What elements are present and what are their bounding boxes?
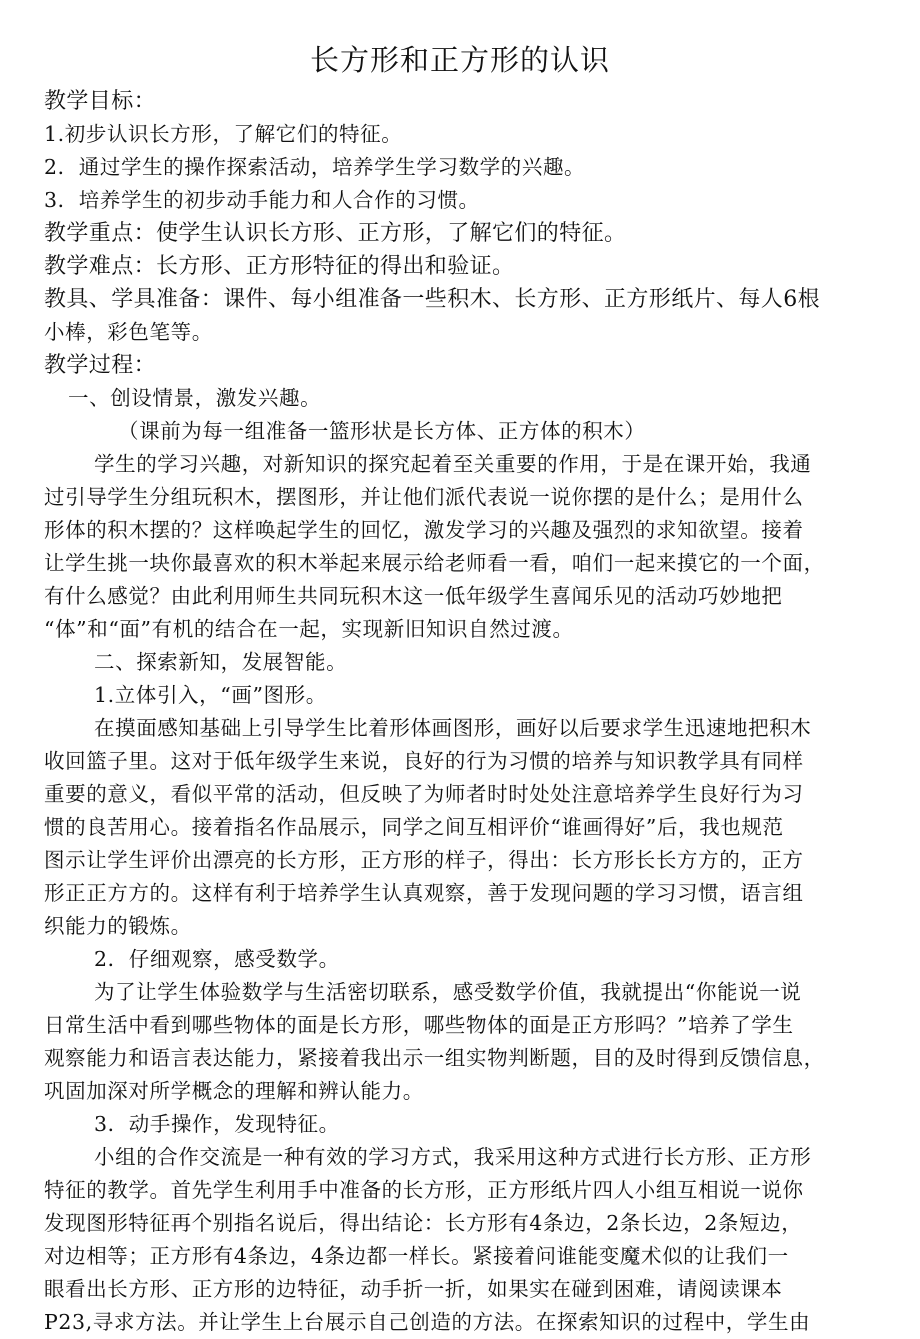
- difficult-points: 教学难点：长方形、正方形特征的得出和验证。: [44, 254, 515, 279]
- part-2-heading: 二、探索新知，发展智能。: [94, 650, 348, 674]
- key-points: 教学重点：使学生认识长方形、正方形，了解它们的特征。: [44, 221, 627, 246]
- paragraph-line: 眼看出长方形、正方形的边特征，动手折一折，如果实在碰到困难，请阅读课本: [44, 1277, 783, 1301]
- paragraph-line: 过引导学生分组玩积木，摆图形，并让他们派代表说一说你摆的是什么；是用什么: [44, 485, 804, 509]
- part-1-note: （课前为每一组准备一篮形状是长方体、正方体的积木）: [118, 419, 646, 443]
- paragraph-line: 小组的合作交流是一种有效的学习方式，我采用这种方式进行长方形、正方形: [94, 1145, 812, 1169]
- paragraph-line: 收回篮子里。这对于低年级学生来说，良好的行为习惯的培养与知识教学具有同样: [44, 749, 804, 773]
- subsection-heading: 3．动手操作，发现特征。: [94, 1112, 340, 1136]
- paragraph-line: 学生的学习兴趣，对新知识的探究起着至关重要的作用，于是在课开始，我通: [94, 452, 812, 476]
- paragraph-line: 发现图形特征再个别指名说后，得出结论：长方形有4条边，2条长边，2条短边，: [44, 1211, 803, 1235]
- paragraph-line: 形体的积木摆的？这样唤起学生的回忆，激发学习的兴趣及强烈的求知欲望。接着: [44, 518, 804, 542]
- paragraph-line: 形正正方方的。这样有利于培养学生认真观察，善于发现问题的学习习惯，语言组: [44, 881, 804, 905]
- paragraph-line: 惯的良苦用心。接着指名作品展示，同学之间互相评价“谁画得好”后，我也规范: [44, 815, 784, 839]
- paragraph-line: 有什么感觉？由此利用师生共同玩积木这一低年级学生喜闻乐见的活动巧妙地把: [44, 584, 783, 608]
- paragraph-line: 对边相等；正方形有4条边，4条边都一样长。紧接着问谁能变魔术似的让我们一: [44, 1244, 789, 1268]
- paragraph-line: “体”和“面”有机的结合在一起，实现新旧知识自然过渡。: [44, 617, 574, 641]
- paragraph-line: 为了让学生体验数学与生活密切联系，感受数学价值，我就提出“你能说一说: [94, 980, 802, 1004]
- document-title: 长方形和正方形的认识: [309, 43, 610, 77]
- paragraph-line: 巩固加深对所学概念的理解和辨认能力。: [44, 1079, 424, 1103]
- section-heading-objectives: 教学目标：: [44, 89, 157, 114]
- paragraph-line: 图示让学生评价出漂亮的长方形，正方形的样子，得出：长方形长长方方的，正方: [44, 848, 804, 872]
- materials-line-1: 教具、学具准备：课件、每小组准备一些积木、长方形、正方形纸片、每人6根: [44, 287, 820, 312]
- paragraph-line: 日常生活中看到哪些物体的面是长方形，哪些物体的面是正方形吗？”培养了学生: [44, 1013, 794, 1037]
- paragraph-line: 观察能力和语言表达能力，紧接着我出示一组实物判断题，目的及时得到反馈信息，: [44, 1046, 825, 1070]
- subsection-heading: 2．仔细观察，感受数学。: [94, 947, 340, 971]
- paragraph-line: 让学生挑一块你最喜欢的积木举起来展示给老师看一看，咱们一起来摸它的一个面，: [44, 551, 825, 575]
- part-1-heading: 一、创设情景，激发兴趣。: [68, 386, 322, 410]
- paragraph-line: 在摸面感知基础上引导学生比着形体画图形，画好以后要求学生迅速地把积木: [94, 716, 812, 740]
- paragraph-line: 特征的教学。首先学生利用手中准备的长方形，正方形纸片四人小组互相说一说你: [44, 1178, 804, 1202]
- objective-3: 3．培养学生的初步动手能力和人合作的习惯。: [44, 188, 480, 212]
- paragraph-line: 重要的意义，看似平常的活动，但反映了为师者时时处处注意培养学生良好行为习: [44, 782, 804, 806]
- document-body: [44, 82, 880, 1339]
- section-heading-process: 教学过程：: [44, 353, 157, 378]
- paragraph-line: 织能力的锻炼。: [44, 914, 192, 938]
- objective-2: 2．通过学生的操作探索活动，培养学生学习数学的兴趣。: [44, 155, 586, 179]
- materials-line-2: 小棒，彩色笔等。: [44, 320, 213, 344]
- subsection-heading: 1.立体引入，“画”图形。: [94, 683, 327, 707]
- paragraph-line: P23,寻求方法。并让学生上台展示自己创造的方法。在探索知识的过程中，学生由: [44, 1310, 811, 1334]
- objective-1: 1.初步认识长方形，了解它们的特征。: [44, 122, 403, 146]
